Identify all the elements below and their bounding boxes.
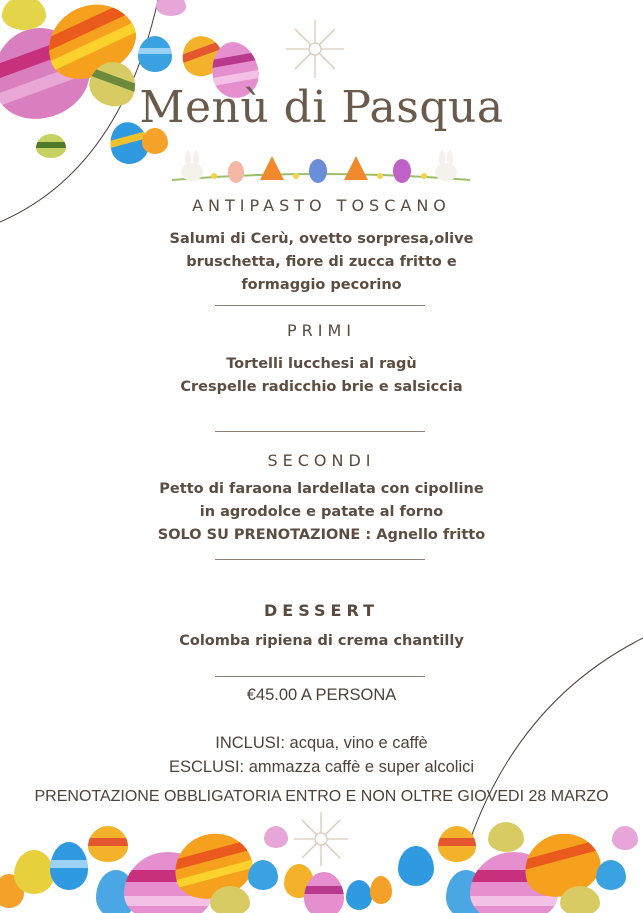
page-title: Menù di Pasqua	[139, 82, 504, 133]
egg-icon	[88, 826, 128, 862]
menu-item-line: in agrodolce e patate al forno	[199, 504, 444, 520]
menu-item-line: Salumi di Cerù, ovetto sorpresa,olive	[169, 231, 474, 247]
divider	[215, 676, 425, 677]
egg-icon	[346, 880, 372, 910]
egg-icon	[488, 822, 524, 852]
section-heading-antipasto: ANTIPASTO TOSCANO	[192, 196, 451, 215]
egg-icon	[138, 36, 172, 72]
menu-item-line: Petto di faraona lardellata con cipolline	[159, 481, 484, 497]
menu-item-line: bruschetta, fiore di zucca fritto e	[186, 254, 457, 270]
egg-icon	[438, 826, 476, 862]
egg-icon	[210, 886, 250, 913]
egg-icon	[50, 842, 88, 890]
excluded-note: ESCLUSI: ammazza caffè e super alcolici	[168, 758, 475, 776]
section-items-secondi	[0, 478, 643, 547]
egg-icon	[596, 860, 626, 890]
egg-icon	[370, 876, 392, 904]
divider	[215, 431, 425, 432]
divider	[215, 559, 425, 560]
egg-icon	[36, 134, 66, 158]
egg-icon	[304, 872, 344, 913]
egg-icon	[248, 860, 278, 890]
section-heading-secondi: SECONDI	[267, 451, 376, 470]
bunny-icon	[181, 150, 203, 181]
egg-icon	[398, 846, 434, 886]
menu-item-line: formaggio pecorino	[241, 277, 402, 293]
egg-icon	[2, 0, 46, 30]
egg-icon	[156, 0, 186, 16]
menu-item-line: Tortelli lucchesi al ragù	[226, 356, 417, 372]
egg-icon	[264, 826, 288, 848]
bunny-icon	[435, 150, 457, 181]
section-items-antipasto	[0, 228, 643, 297]
sparkle-icon	[286, 20, 344, 78]
menu-item-line: SOLO SU PRENOTAZIONE : Agnello fritto	[157, 527, 486, 543]
included-note: INCLUSI: acqua, vino e caffè	[215, 734, 428, 752]
egg-icon	[612, 826, 638, 850]
section-heading-primi: PRIMI	[286, 321, 356, 340]
price: €45.00 A PERSONA	[246, 686, 397, 704]
section-heading-dessert: DESSERT	[264, 601, 379, 620]
egg-icon	[560, 886, 600, 913]
section-items-primi	[0, 353, 643, 399]
booking-note: PRENOTAZIONE OBBLIGATORIA ENTRO E NON OLTRE GIOVEDI 28 MARZO	[34, 788, 609, 805]
bunnies-eggs-carrots-garland	[168, 146, 474, 188]
section-items-dessert	[0, 630, 643, 653]
menu-item-line: Colomba ripiena di crema chantilly	[179, 633, 464, 649]
divider	[215, 305, 425, 306]
egg-icon	[14, 850, 54, 894]
menu-item-line: Crespelle radicchio brie e salsiccia	[180, 379, 463, 395]
easter-eggs-border-bottom	[0, 820, 643, 913]
